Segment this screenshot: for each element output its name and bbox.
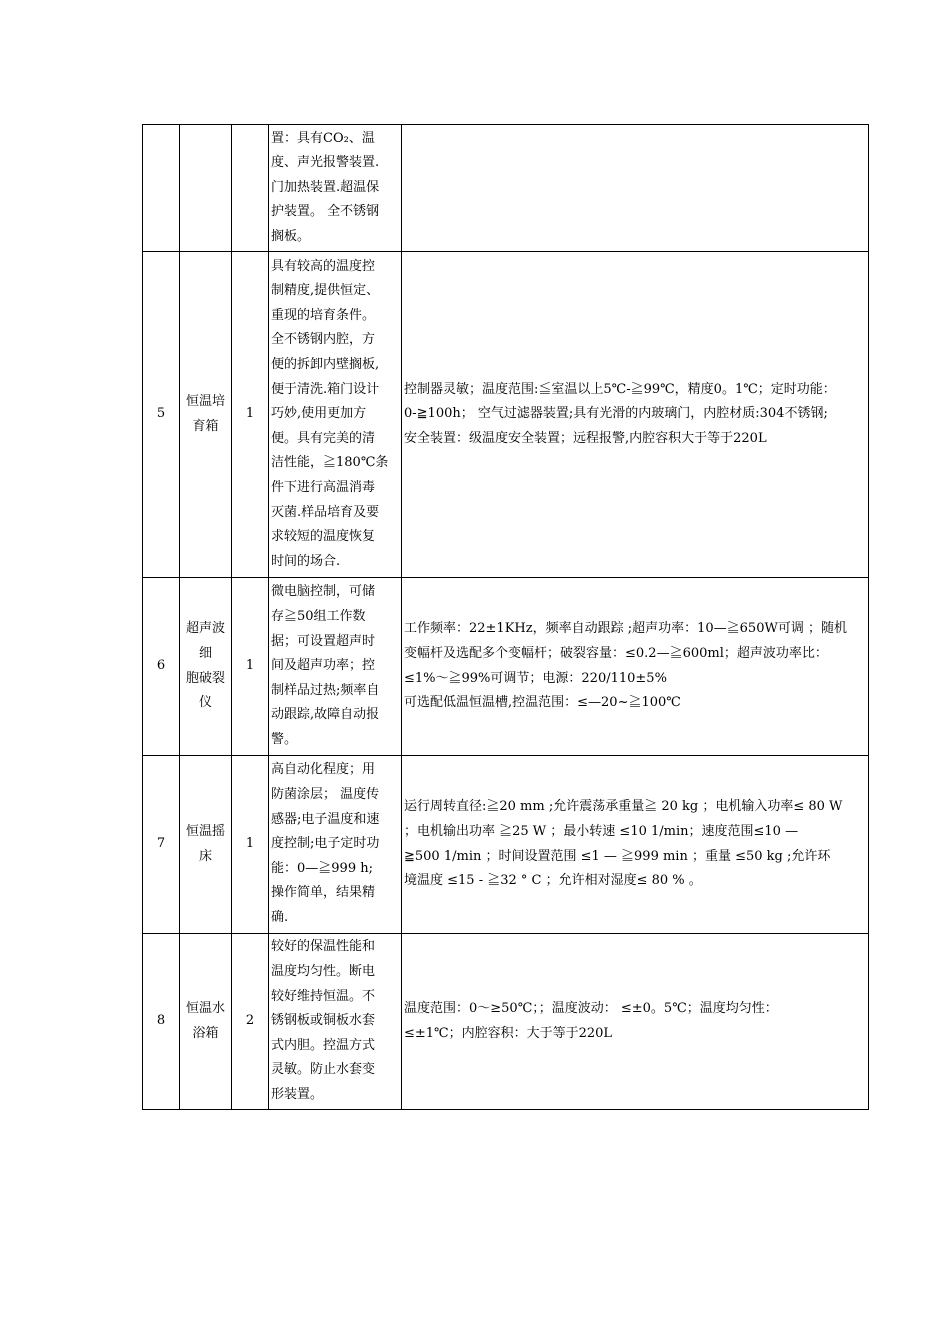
description-line: 灭菌.样品培育及要 bbox=[271, 504, 380, 520]
description-line: 高自动化程度；用 bbox=[271, 762, 376, 778]
function-description-cell bbox=[269, 578, 402, 756]
parameter-line: 安全装置：级温度安全装置；远程报警,内腔容积大于等于220L bbox=[404, 430, 767, 446]
equipment-name-line: 浴箱 bbox=[192, 1025, 219, 1041]
table-row bbox=[143, 756, 869, 934]
description-line: 形装置。 bbox=[271, 1086, 324, 1102]
description-line: 护装置。 全不锈钢 bbox=[271, 204, 380, 220]
parameter-line: 可选配低温恒温槽,控温范围：≤—20~≧100℃ bbox=[404, 695, 681, 711]
function-description-cell bbox=[269, 756, 402, 934]
parameter-line: 工作频率：22±1KHz，频率自动跟踪 ;超声功率：10—≧650W可调 ；随机 bbox=[404, 621, 847, 637]
equipment-name-line: 细 bbox=[198, 645, 212, 661]
quantity-cell: 2 bbox=[232, 934, 269, 1110]
equipment-name-line: 恒温培 bbox=[185, 393, 225, 409]
description-line: 制精度,提供恒定、 bbox=[271, 283, 380, 299]
description-line: 温度均匀性。断电 bbox=[271, 964, 376, 980]
equipment-name-line: 床 bbox=[198, 848, 212, 864]
parameter-line: 控制器灵敏；温度范围:≦室温以上5℃-≧99℃，精度0。1℃；定时功能： bbox=[404, 381, 836, 397]
equipment-name-cell bbox=[180, 578, 232, 756]
equipment-name-cell bbox=[180, 252, 232, 578]
description-line: 时间的场合. bbox=[271, 553, 341, 569]
technical-parameters-cell bbox=[402, 756, 869, 934]
description-line: 重现的培育条件。 bbox=[271, 307, 376, 323]
technical-parameters-cell bbox=[402, 125, 869, 252]
table-row bbox=[143, 252, 869, 578]
description-line: 置：具有CO₂、温 bbox=[271, 130, 375, 146]
item-number-cell: 6 bbox=[143, 578, 180, 756]
equipment-name-line: 胞破裂 bbox=[185, 670, 225, 686]
description-line: 洁性能，≧180℃条 bbox=[271, 455, 389, 471]
description-line: 锈钢板或铜板水套 bbox=[271, 1013, 376, 1029]
parameter-line: 温度范围：0～≥50℃；；温度波动： ≤±0。5℃；温度均匀性： bbox=[404, 1000, 778, 1016]
technical-parameters-cell bbox=[402, 578, 869, 756]
parameter-line: ≤1%～≧99%可调节；电源：220/110±5% bbox=[404, 670, 667, 686]
parameter-line: 运行周转直径:≧20 mm ;允许震荡承重量≧ 20 kg ；电机输入功率≤ 80 W bbox=[404, 799, 843, 815]
description-line: 便。具有完美的清 bbox=[271, 430, 376, 446]
description-line: 较好的保温性能和 bbox=[271, 939, 376, 955]
description-line: 搁板。 bbox=[271, 228, 311, 244]
equipment-name-cell bbox=[180, 125, 232, 252]
description-line: 度、声光报警装置. bbox=[271, 155, 380, 171]
description-line: 微电脑控制，可储 bbox=[271, 584, 376, 600]
table-row bbox=[143, 125, 869, 252]
quantity-cell: 1 bbox=[232, 252, 269, 578]
description-line: 便于清洗.箱门设计 bbox=[271, 381, 380, 397]
table-row bbox=[143, 934, 869, 1110]
description-line: 确. bbox=[271, 909, 289, 925]
spec-table-body bbox=[143, 125, 869, 1110]
description-line: 具有较高的温度控 bbox=[271, 258, 376, 274]
description-line: 动跟踪,故障自动报 bbox=[271, 707, 380, 723]
item-number-cell bbox=[143, 125, 180, 252]
item-number-cell: 8 bbox=[143, 934, 180, 1110]
equipment-name-line: 恒温摇 bbox=[185, 823, 225, 839]
description-line: 操作简单，结果精 bbox=[271, 885, 376, 901]
description-line: 求较短的温度恢复 bbox=[271, 529, 376, 545]
quantity-cell bbox=[232, 125, 269, 252]
description-line: 门加热装置.超温保 bbox=[271, 179, 380, 195]
equipment-name-line: 超声波 bbox=[185, 621, 225, 637]
description-line: 存≧50组工作数 bbox=[271, 609, 366, 625]
description-line: 制样品过热;频率自 bbox=[271, 682, 380, 698]
description-line: 间及超声功率；控 bbox=[271, 658, 376, 674]
equipment-spec-table bbox=[142, 124, 869, 1110]
description-line: 全不锈钢内腔，方 bbox=[271, 332, 376, 348]
description-line: 感器;电子温度和速 bbox=[271, 811, 380, 827]
description-line: 据；可设置超声时 bbox=[271, 633, 376, 649]
description-line: 能：0—≧999 h; bbox=[271, 860, 373, 876]
parameter-line: ≤±1℃；内腔容积：大于等于220L bbox=[404, 1025, 613, 1041]
technical-parameters-cell bbox=[402, 934, 869, 1110]
description-line: 件下进行高温消毒 bbox=[271, 479, 376, 495]
function-description-cell bbox=[269, 252, 402, 578]
description-line: 较好维持恒温。不 bbox=[271, 988, 376, 1004]
parameter-line: ≧500 1/min ；时间设置范围 ≤1 — ≧999 min ；重量 ≤50 kg ;允许环 bbox=[404, 848, 831, 864]
function-description-cell bbox=[269, 934, 402, 1110]
equipment-name-line: 仪 bbox=[198, 695, 212, 711]
quantity-cell: 1 bbox=[232, 578, 269, 756]
quantity-cell: 1 bbox=[232, 756, 269, 934]
description-line: 防菌涂层； 温度传 bbox=[271, 787, 380, 803]
parameter-line: 0-≧100h； 空气过滤器装置;具有光滑的内玻璃门，内腔材质:304不锈钢; bbox=[404, 406, 828, 422]
item-number-cell: 7 bbox=[143, 756, 180, 934]
description-line: 警。 bbox=[271, 731, 298, 747]
description-line: 度控制;电子定时功 bbox=[271, 836, 380, 852]
item-number-cell: 5 bbox=[143, 252, 180, 578]
function-description-cell bbox=[269, 125, 402, 252]
equipment-name-cell bbox=[180, 934, 232, 1110]
equipment-name-line: 恒温水 bbox=[185, 1000, 225, 1016]
technical-parameters-cell bbox=[402, 252, 869, 578]
parameter-line: 境温度 ≤15 - ≧32 ° C ；允许相对湿度≤ 80 % 。 bbox=[404, 873, 702, 889]
equipment-name-cell bbox=[180, 756, 232, 934]
description-line: 巧妙,使用更加方 bbox=[271, 406, 367, 422]
description-line: 便的拆卸内壁搁板, bbox=[271, 357, 380, 373]
parameter-line: ；电机输出功率 ≧25 W ；最小转速 ≤10 1/min；速度范围≤10 — bbox=[404, 823, 799, 839]
table-row bbox=[143, 578, 869, 756]
parameter-line: 变幅杆及选配多个变幅杆；破裂容量：≤0.2—≧600ml；超声波功率比： bbox=[404, 645, 828, 661]
equipment-name-line: 育箱 bbox=[192, 418, 219, 434]
description-line: 式内胆。控温方式 bbox=[271, 1037, 376, 1053]
description-line: 灵敏。防止水套变 bbox=[271, 1062, 376, 1078]
